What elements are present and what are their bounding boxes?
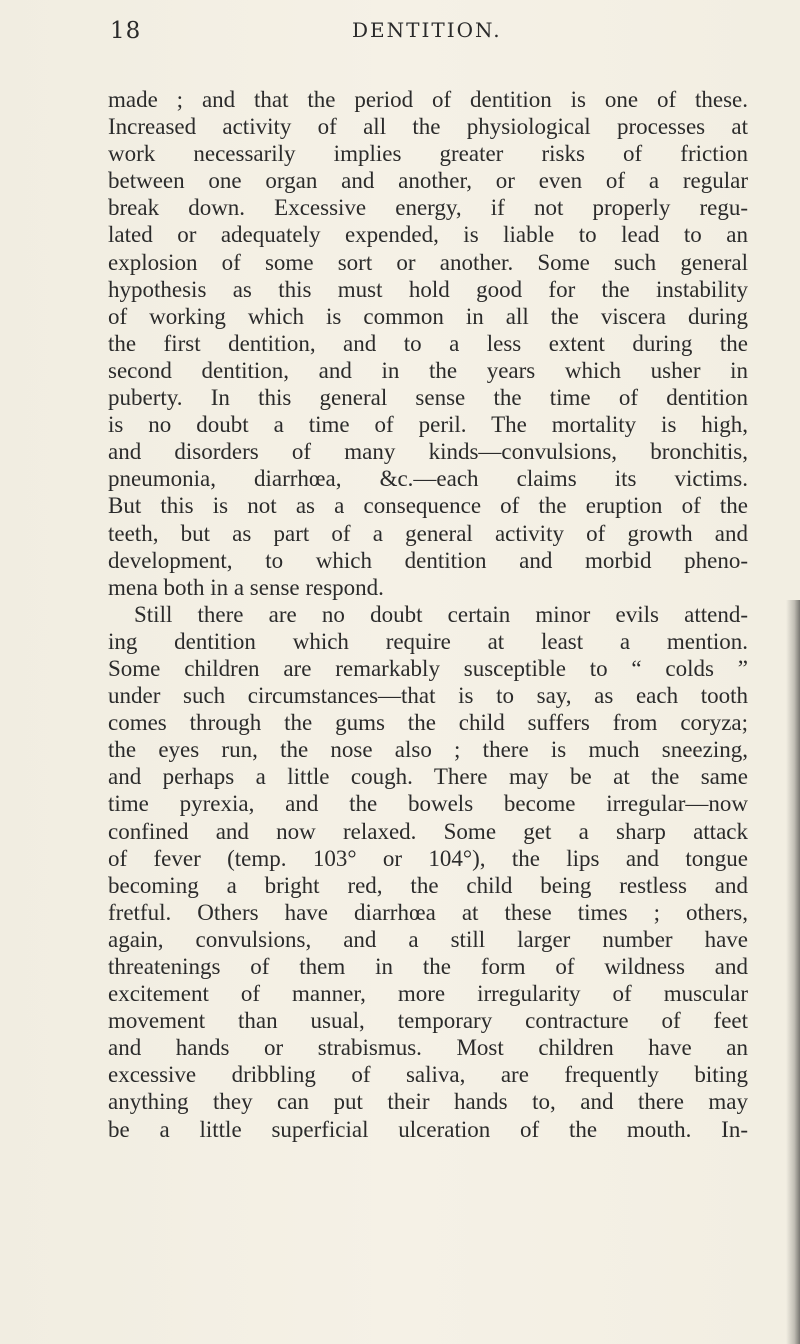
text-line: puberty. In this general sense the time of dentition [108, 385, 748, 411]
text-line: ing dentition which require at least a mention. [108, 628, 748, 654]
text-line: lated or adequately expended, is liable to lead to an [108, 222, 748, 248]
text-line: and perhaps a little cough. There may be at the same [108, 764, 748, 790]
text-line: between one organ and another, or even of a regular [108, 168, 748, 194]
text-line: again, convulsions, and a still larger number have [108, 926, 748, 952]
text-line: becoming a bright red, the child being restless and [108, 872, 748, 898]
text-line: Still there are no doubt certain minor evils attend- [134, 601, 748, 627]
text-line: of fever (temp. 103° or 104°), the lips and tongue [108, 845, 748, 871]
text-line: made ; and that the period of dentition is one of these. [108, 87, 748, 112]
text-line: teeth, but as part of a general activity of growth and [108, 520, 748, 546]
text-line: the first dentition, and to a less extent during the [108, 330, 748, 356]
text-line: pneumonia, diarrhœa, &c.—each claims its victims. [108, 466, 748, 492]
text-line: fretful. Others have diarrhœa at these times ; others, [108, 899, 748, 925]
text-line: time pyrexia, and the bowels become irregular—now [108, 791, 748, 817]
text-line: confined and now relaxed. Some get a sharp attack [108, 818, 748, 844]
text-line: of working which is common in all the viscera during [108, 303, 748, 329]
text-line: be a little superficial ulceration of the mouth. In- [108, 1116, 748, 1142]
text-line: But this is not as a consequence of the eruption of the [108, 493, 748, 519]
text-line: anything they can put their hands to, and there may [108, 1089, 748, 1115]
text-line: comes through the gums the child suffers from coryza; [108, 710, 748, 736]
text-line: Increased activity of all the physiological processes at [108, 114, 748, 140]
text-line: excessive dribbling of saliva, are frequently biting [108, 1062, 748, 1088]
page-number: 18 [110, 18, 142, 44]
text-line: threatenings of them in the form of wildness and [108, 954, 748, 979]
text-line: movement than usual, temporary contracture of feet [108, 1008, 748, 1034]
body-text [108, 86, 748, 1143]
text-line: the eyes run, the nose also ; there is much sneezing, [108, 737, 748, 763]
text-line: and disorders of many kinds—convulsions, bronchitis, [108, 439, 748, 465]
page-edge-shadow [786, 600, 800, 1344]
paragraph-1 [108, 86, 748, 601]
text-line: development, to which dentition and morbid pheno- [108, 547, 748, 573]
text-line: mena both in a sense respond. [108, 574, 384, 600]
text-line: break down. Excessive energy, if not properly regu- [108, 195, 748, 221]
text-line: and hands or strabismus. Most children have an [108, 1035, 748, 1061]
text-line: under such circumstances—that is to say, as each tooth [108, 683, 748, 709]
text-line: second dentition, and in the years which usher in [108, 357, 748, 383]
text-line: Some children are remarkably susceptible to “ colds ” [108, 655, 748, 681]
text-line: excitement of manner, more irregularity of muscular [108, 981, 748, 1007]
text-line: work necessarily implies greater risks of friction [108, 141, 748, 167]
text-line: is no doubt a time of peril. The mortality is high, [108, 412, 748, 438]
paragraph-2 [108, 601, 748, 1143]
page-header [0, 12, 800, 52]
text-line: explosion of some sort or another. Some such general [108, 249, 748, 275]
running-title: DENTITION. [352, 18, 502, 42]
text-line: hypothesis as this must hold good for the instability [108, 276, 748, 302]
